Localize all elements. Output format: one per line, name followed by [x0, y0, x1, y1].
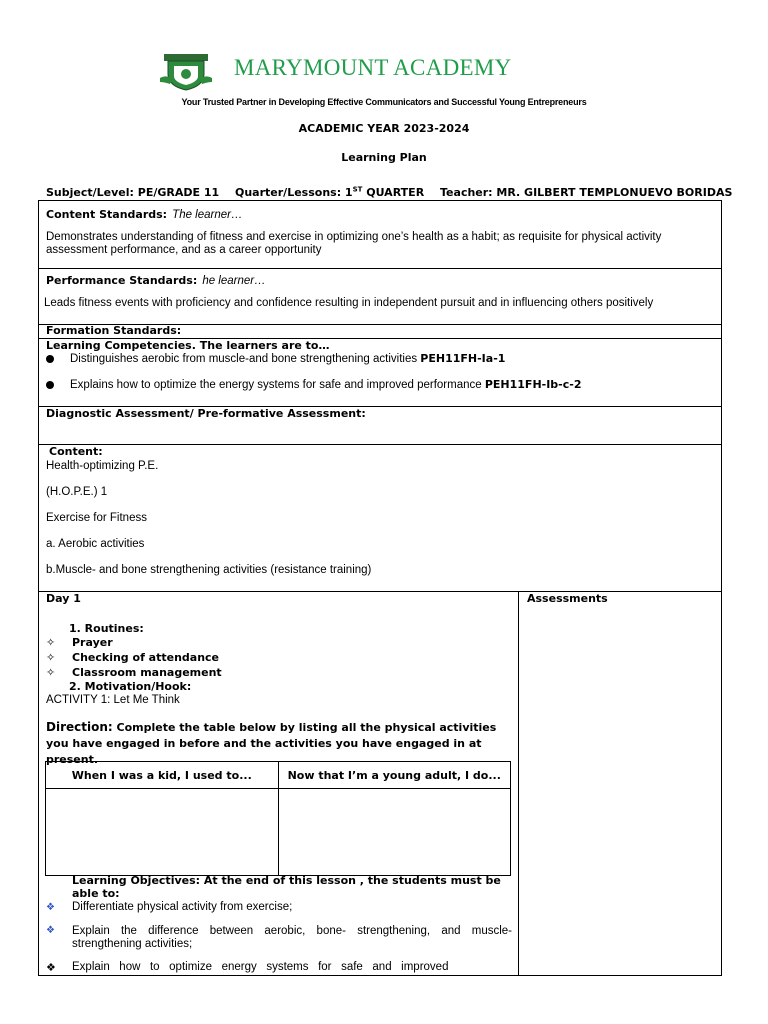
table-cell-adult[interactable] [278, 789, 511, 876]
content-line: Exercise for Fitness [46, 512, 147, 524]
activities-table [45, 761, 511, 876]
performance-standards-label: Performance Standards: [46, 274, 198, 287]
performance-standards-section [38, 268, 722, 324]
content-standards-intro: The learner… [172, 209, 243, 221]
table-header: When I was a kid, I used to... [46, 762, 279, 789]
routines-label: 1. Routines: [69, 622, 144, 635]
performance-standards-intro: he learner… [202, 275, 266, 287]
blue-diamond-bullet-icon: ❖ [46, 902, 55, 913]
school-name: MARYMOUNT ACADEMY [234, 55, 512, 80]
objective-item: ❖ Explain the difference between aerobic, bone- strengthening, and muscle-strengthening activities; [46, 925, 512, 950]
quarter-lessons: Quarter/Lessons: 1ST QUARTER [235, 185, 425, 199]
learning-competencies-section [38, 338, 722, 406]
content-standards-section [38, 200, 722, 268]
content-section [38, 444, 722, 591]
bullet-dot-icon [46, 381, 54, 389]
routine-item: ✧ Prayer [46, 636, 113, 649]
school-tagline: Your Trusted Partner in Developing Effective Communicators and Successful Young Entrepreneurs [181, 97, 587, 107]
competency-item: Distinguishes aerobic from muscle-and bone strengthening activities PEH11FH-Ia-1 [46, 352, 505, 365]
competency-item: Explains how to optimize the energy systems for safe and improved performance PEH11FH-Ib-c-2 [46, 378, 582, 391]
motivation-label: 2. Motivation/Hook: [69, 680, 192, 693]
objective-item: ❖ Explain how to optimize energy systems for safe and improved [46, 961, 449, 974]
subject-info-line [46, 185, 744, 199]
formation-standards-section [38, 324, 722, 338]
performance-standards-text: Leads fitness events with proficiency and confidence resulting in independent pursuit and in influencing others positively [44, 297, 654, 309]
school-crest-icon [160, 52, 212, 92]
content-standards-label: Content Standards: [46, 208, 168, 221]
bullet-dot-icon [46, 355, 54, 363]
content-line: a. Aerobic activities [46, 538, 145, 550]
objective-item: ❖ Differentiate physical activity from exercise; [46, 901, 293, 913]
routine-item: ✧ Checking of attendance [46, 651, 220, 664]
content-line: Health-optimizing P.E. [46, 460, 159, 472]
document-title: Learning Plan [341, 151, 427, 164]
academic-year: ACADEMIC YEAR 2023-2024 [298, 122, 470, 135]
routine-item: ✧ Classroom management [46, 666, 222, 679]
activity-title: ACTIVITY 1: Let Me Think [46, 694, 180, 706]
table-header: Now that I’m a young adult, I do... [278, 762, 511, 789]
diagnostic-assessment-label: Diagnostic Assessment/ Pre-formative Assessment: [46, 407, 366, 420]
diamond-bullet-icon: ✧ [46, 666, 56, 679]
table-cell-kid[interactable] [46, 789, 279, 876]
day-plan-column [38, 591, 519, 976]
content-line: (H.O.P.E.) 1 [46, 486, 108, 498]
formation-standards-label: Formation Standards: [46, 324, 182, 337]
subject-level: Subject/Level: PE/GRADE 11 [46, 185, 220, 199]
diagnostic-assessment-section [38, 406, 722, 444]
direction-text: Direction: Complete the table below by listing all the physical activities you have engaged in before and the activities you have engaged in at present. [46, 720, 497, 766]
blue-diamond-bullet-icon: ❖ [46, 925, 55, 936]
content-standards-text: Demonstrates understanding of fitness and exercise in optimizing one’s health as a habit; as requisite for physical activity assessment performance, and as a career opportunity [46, 231, 662, 256]
learning-objectives-label: Learning Objectives: At the end of this lesson , the students must be able to: [72, 874, 501, 900]
diamond-bullet-icon: ❖ [46, 962, 56, 974]
content-line: b.Muscle- and bone strengthening activities (resistance training) [46, 564, 372, 576]
diamond-bullet-icon: ✧ [46, 636, 56, 649]
assessments-column [518, 591, 722, 976]
teacher-name: Teacher: MR. GILBERT TEMPLONUEVO BORIDAS [440, 185, 733, 199]
assessments-label: Assessments [527, 592, 608, 605]
learning-competencies-label: Learning Competencies. The learners are to… [46, 339, 330, 352]
day-title: Day 1 [46, 592, 81, 605]
content-label: Content: [49, 445, 103, 458]
diamond-bullet-icon: ✧ [46, 651, 56, 664]
